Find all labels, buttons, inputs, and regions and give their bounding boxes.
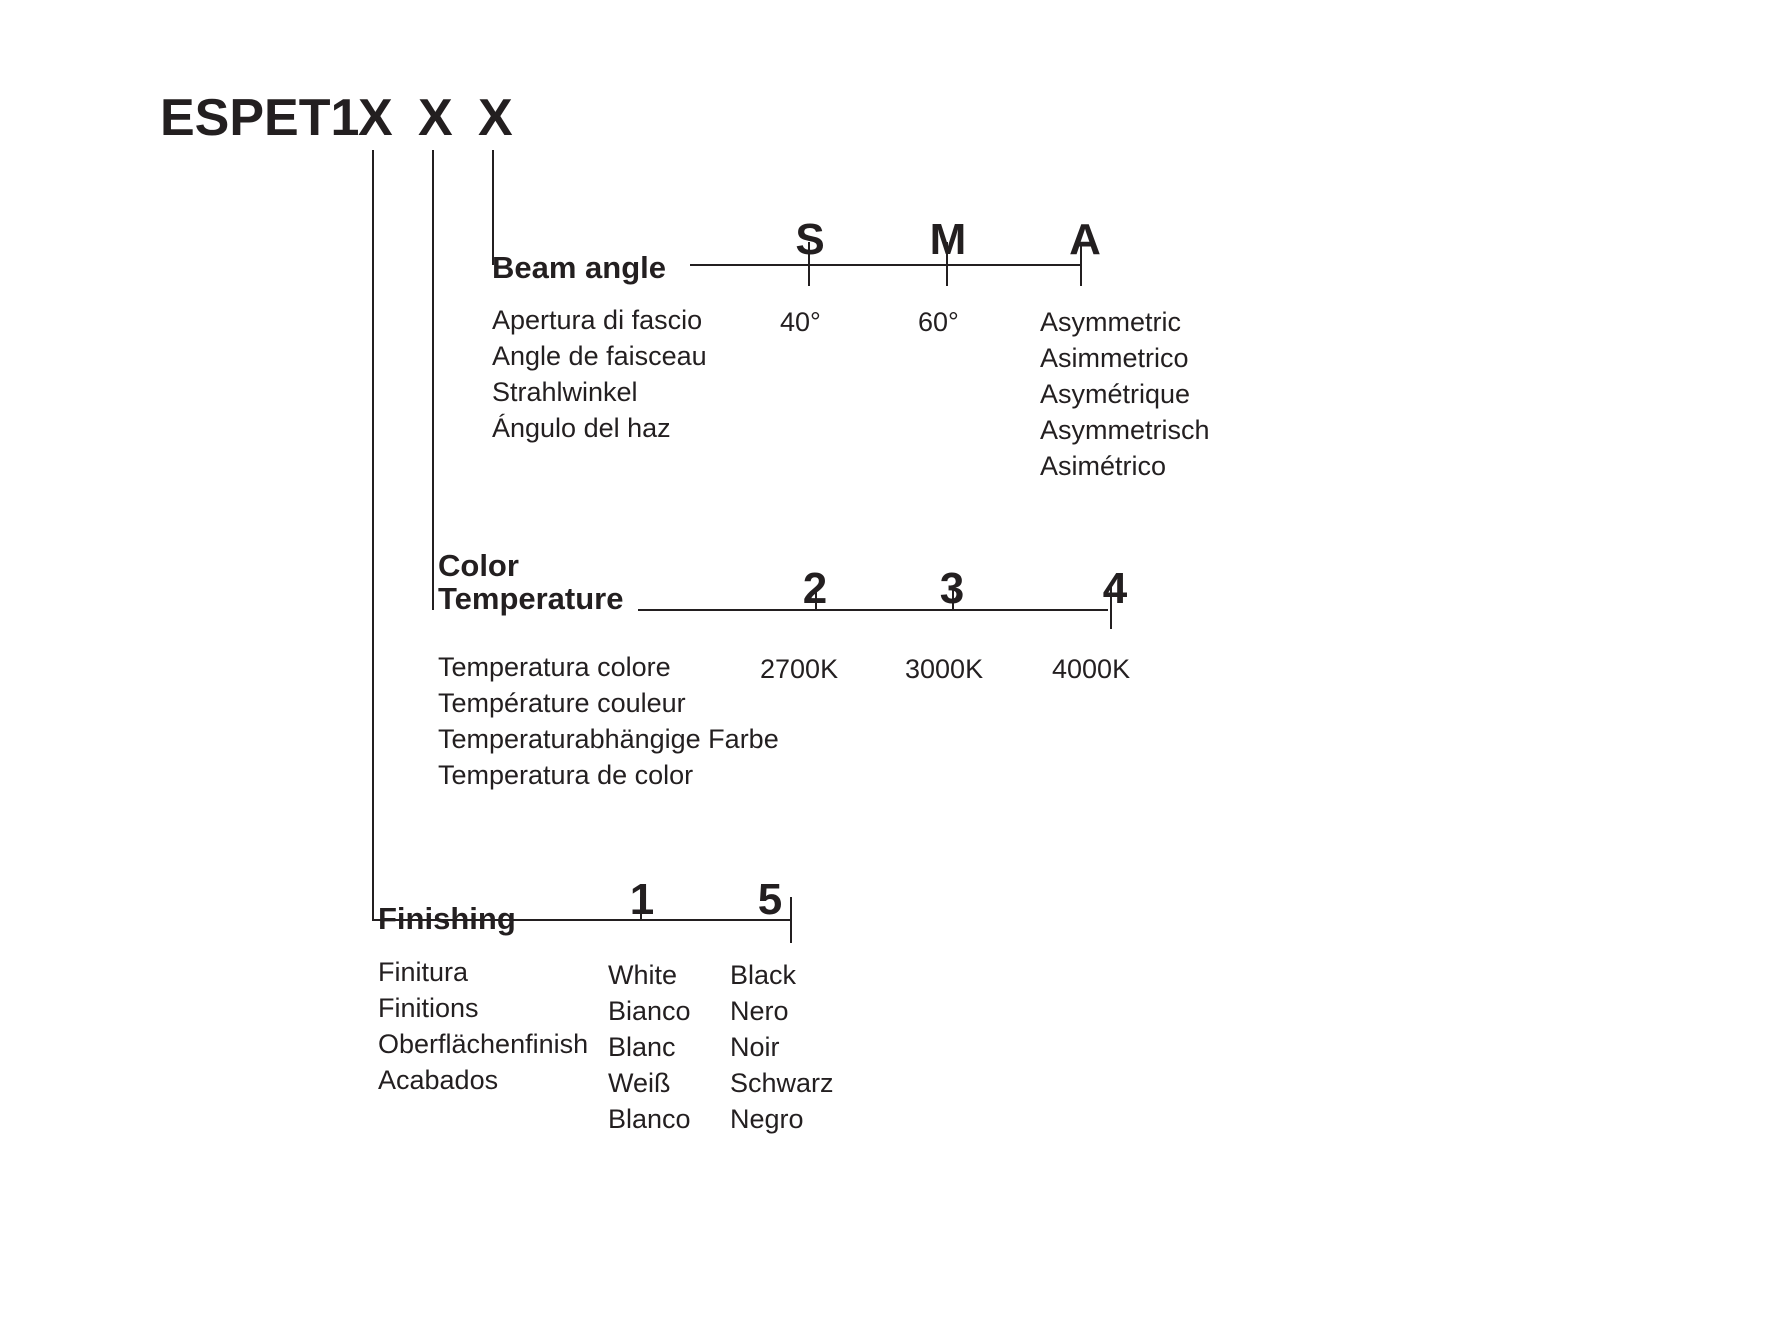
beam-angle-translation-fr: Angle de faisceau	[492, 340, 707, 371]
beam-angle-translations	[492, 303, 707, 447]
product-code-placeholder-2: X	[418, 89, 453, 147]
finishing-title: Finishing	[378, 901, 516, 936]
finishing-translation-fr: Finitions	[378, 992, 479, 1023]
beam-angle-translation-es: Ángulo del haz	[492, 412, 671, 443]
leader-line-ct-vertical	[432, 150, 434, 610]
beam-angle-option-desc-a-line2: Asimmetrico	[1040, 342, 1189, 373]
beam-angle-option-desc-s-line1: 40°	[780, 307, 821, 337]
beam-angle-option-code-s: S	[795, 215, 825, 264]
finishing-option-desc-1-line5: Blanco	[608, 1103, 691, 1134]
leader-line-beam-vertical	[492, 150, 494, 265]
finishing-option-desc-1-line3: Blanc	[608, 1031, 676, 1062]
finishing-option-desc-5-line3: Noir	[730, 1031, 780, 1062]
product-code-placeholder-1: X	[358, 89, 393, 147]
product-code-placeholder-3: X	[478, 89, 513, 147]
finishing-option-desc-5-line2: Nero	[730, 995, 789, 1026]
finishing-option-desc-1-line1: White	[608, 960, 678, 990]
color-temperature-option-desc-3-line1: 3000K	[905, 654, 984, 684]
leader-line-fin-vertical	[372, 150, 374, 920]
tick-beam-s	[808, 264, 810, 286]
color-temperature-title-line1: Color	[438, 548, 519, 583]
beam-angle-option-desc-m-line1: 60°	[918, 307, 959, 337]
beam-angle-option-desc-a-line1: Asymmetric	[1040, 307, 1181, 337]
leader-line-beam-connector	[690, 264, 1080, 266]
finishing-option-code-5: 5	[757, 875, 783, 924]
beam-angle-translation-de: Strahlwinkel	[492, 376, 638, 407]
finishing-option-desc-5-line1: Black	[730, 960, 797, 990]
finishing-translation-it: Finitura	[378, 957, 469, 987]
leader-line-ct-connector	[638, 609, 1108, 611]
finishing-option-code-1: 1	[629, 875, 655, 924]
finishing-option-desc-5	[730, 958, 834, 1138]
finishing-option-desc-5-line5: Negro	[730, 1103, 804, 1134]
beam-angle-option-desc-a-line3: Asymétrique	[1040, 378, 1191, 409]
finishing-translation-de: Oberflächenfinish	[378, 1028, 589, 1059]
finishing-option-desc-1-line2: Bianco	[608, 995, 691, 1026]
color-temperature-option-desc-2	[760, 652, 838, 688]
color-temperature-translation-fr: Température couleur	[438, 687, 686, 718]
color-temperature-option-desc-4	[1052, 652, 1130, 688]
finishing-translation-es: Acabados	[378, 1064, 499, 1095]
finishing-option-desc-1	[608, 958, 691, 1138]
color-temperature-option-desc-4-line1: 4000K	[1052, 654, 1131, 684]
color-temperature-title	[438, 550, 624, 616]
color-temperature-translation-it: Temperatura colore	[438, 652, 671, 682]
tick-beam-a	[1080, 264, 1082, 286]
color-temperature-translations	[438, 650, 779, 794]
beam-angle-title: Beam angle	[492, 250, 667, 285]
color-temperature-option-code-4: 4	[1102, 564, 1128, 613]
finishing-option-desc-5-line4: Schwarz	[730, 1067, 834, 1098]
product-code-root: ESPET1	[160, 89, 360, 147]
beam-angle-option-desc-a	[1040, 305, 1210, 485]
beam-angle-translation-it: Apertura di fascio	[492, 305, 703, 335]
color-temperature-title-line2: Temperature	[438, 580, 624, 616]
color-temperature-option-code-2: 2	[802, 564, 828, 613]
color-temperature-option-desc-3	[905, 652, 983, 688]
beam-angle-option-code-m: M	[929, 215, 967, 264]
color-temperature-translation-de: Temperaturabhängige Farbe	[438, 723, 779, 754]
finishing-translations	[378, 955, 588, 1099]
color-temperature-translation-es: Temperatura de color	[438, 759, 694, 790]
beam-angle-option-code-a: A	[1069, 215, 1101, 264]
finishing-option-desc-1-line4: Weiß	[608, 1067, 671, 1098]
beam-angle-option-desc-a-line4: Asymmetrisch	[1040, 414, 1210, 445]
beam-angle-option-desc-a-line5: Asimétrico	[1040, 450, 1167, 481]
tick-beam-m	[946, 264, 948, 286]
color-temperature-option-desc-2-line1: 2700K	[760, 654, 839, 684]
color-temperature-option-code-3: 3	[939, 564, 965, 613]
